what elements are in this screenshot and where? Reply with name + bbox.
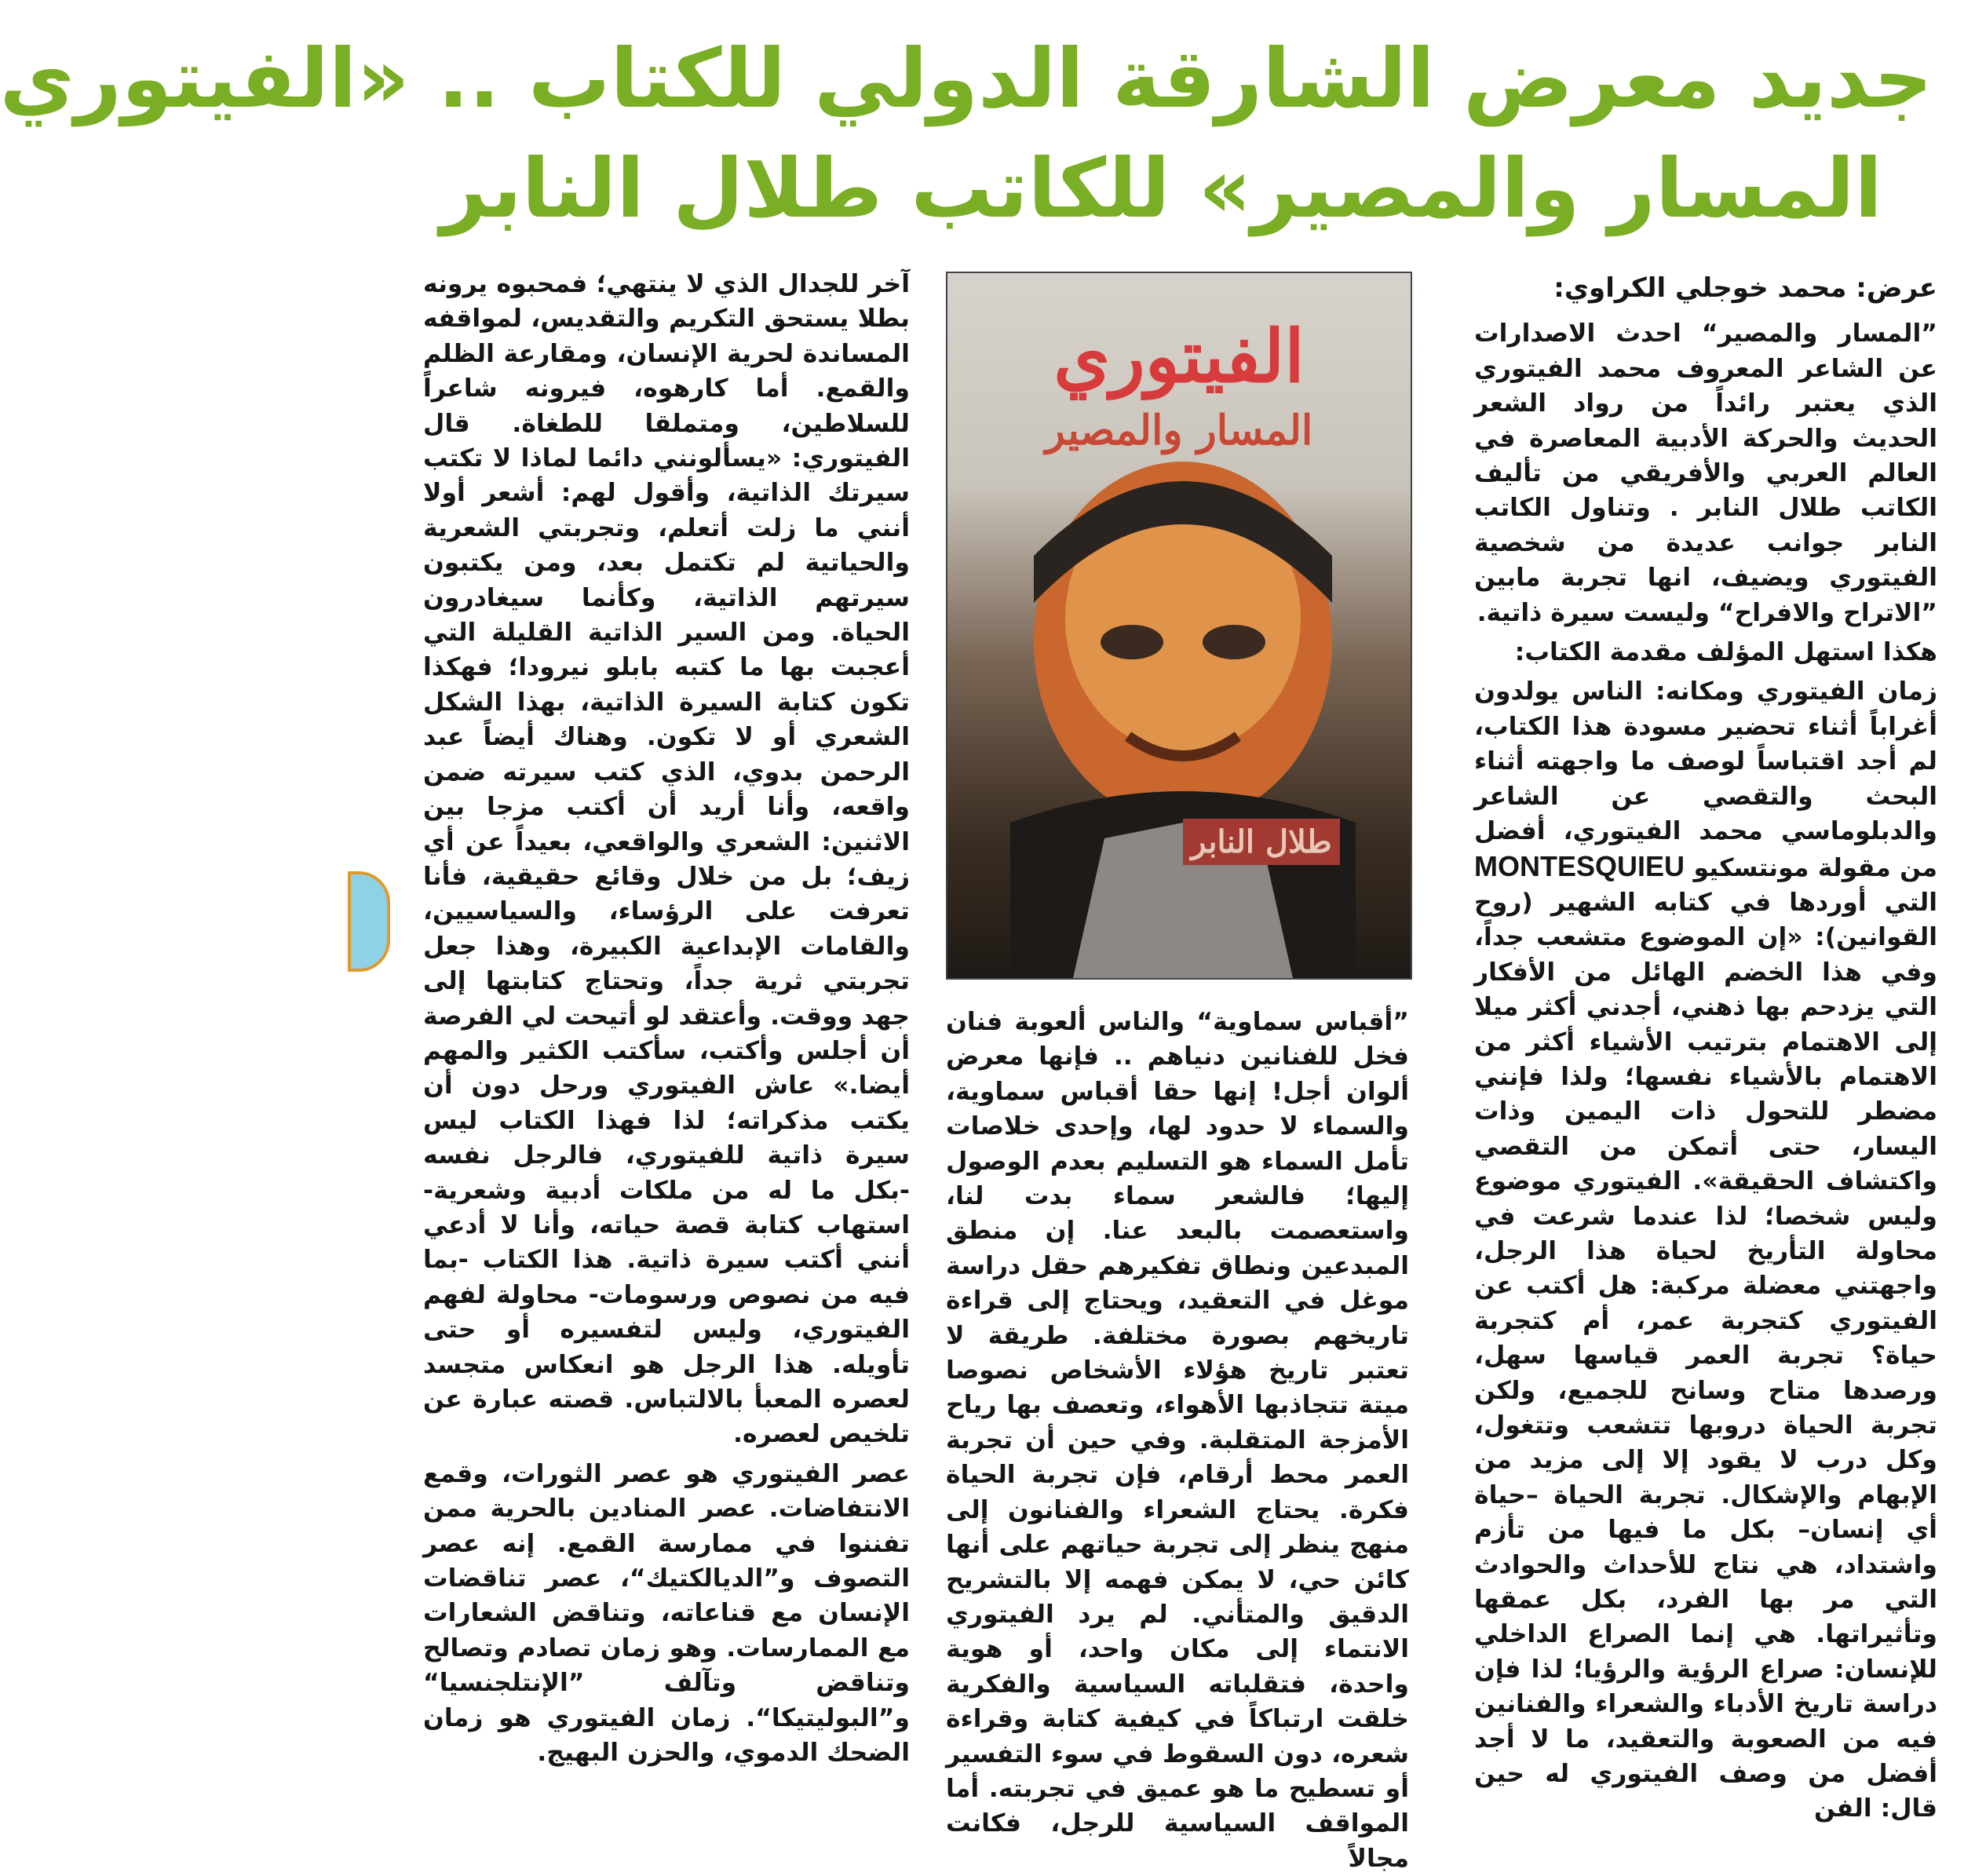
paragraph-text: التي أوردها في كتابه الشهير (روح القوانين): «إن الموضوع متشعب جداً، وفي هذا الخضم الهائل من الأفكار التي يزدحم بها ذهني، أجدني أكثر ميلا إلى الاهتمام بترتيب الأشياء أكثر من الاهتمام بالأشياء نفسها؛ ولذا فإنني مضطر للتحول ذات اليمين وذات اليسار، حتى أتمكن من التقصي واكتشاف الحقيقة». الفيتوري موضوع وليس شخصا؛ لذا عندما شرعت في محاولة التأريخ لحياة هذا الرجل، واجهتني معضلة مركبة: هل أكتب عن الفيتوري كتجربة عمر، أم كتجربة حياة؟ تجربة العمر قياسها سهل، ورصدها متاح وسانح للجميع، ولكن تجربة الحياة دروبها تتشعب وتتغول، وكل درب لا يقود إلا إلى مزيد من الإبهام والإشكال. تجربة الحياة –حياة أي إنسان– بكل ما فيها من تأزم واشتداد، هي نتاج للأحداث والحوادث التي مر بها الفرد، بكل عمقها وتأثيراتها. هي إنما الصراع الداخلي للإنسان: صراع الرؤية والرؤيا؛ لذا فإن دراسة تاريخ الأدباء والشعراء والفنانين فيه من الصعوبة والتعقيد، ما لا أجد أفضل من وصف الفيتوري له حين قال: الفن [1474,888,1937,1823]
paragraph: ”أقباس سماوية“ والناس ألعوبة فنان فخل للفنانين دنياهم .. فإنها معرض ألوان أجل! إنها حقا أقباس سماوية، والسماء لا حدود لها، وإحدى خلاصات تأمل السماء هو التسليم بعدم الوصول إليها؛ فالشعر سماء بدت لنا، واستعصمت بالبعد عنا. إن منطق المبدعين ونطاق تفكيرهم حقل دراسة موغل في التعقيد، ويحتاج إلى قراءة تاريخهم بصورة مختلفة. طريقة لا تعتبر تاريخ هؤلاء الأشخاص نصوصا ميتة تتجاذبها الأهواء، وتعصف بها رياح الأمزجة المتقلبة. وفي حين أن تجربة العمر محط أرقام، فإن تجربة الحياة فكرة. يحتاج الشعراء والفنانون إلى منهج ينظر إلى تجربة حياتهم على أنها كائن حي، لا يمكن فهمه إلا بالتشريح الدقيق والمتأني. لم يرد الفيتوري الانتماء إلى مكان واحد، أو هوية واحدة، فتقلباته السياسية والفكرية خلقت ارتباكاً في كيفية كتابة وقراءة شعره، دون السقوط في سوء التفسير أو تسطيح ما هو عميق في تجربته. أما المواقف السياسية للرجل، فكانت مجالاً [946,1008,1409,1873]
book-cover [946,272,1412,980]
cover-subtitle: المسار والمصير [1045,407,1313,454]
latin-word: MONTESQUIEU [1474,849,1685,882]
paragraph: عصر الفيتوري هو عصر الثورات، وقمع الانتفاضات. عصر المنادين بالحرية ممن تفننوا في ممارسة القمع. إنه عصر التصوف و”الديالكتيك“، عصر تناقضات الإنسان مع قناعاته، وتناقض الشعارات مع الممارسات. وهو زمان تصادم وتصالح وتناقض وتآلف ”الإنتلجنسيا“ و”البوليتيكا“. زمان الفيتوري هو زمان الضحك الدموي، والحزن البهيج. [423,1459,910,1768]
paragraph: آخر للجدال الذي لا ينتهي؛ فمحبوه يرونه بطلا يستحق التكريم والتقديس، لمواقفه المساندة لحرية الإنسان، ومقارعة الظلم والقمع. أما كارهوه، فيرونه شاعراً للسلاطين، ومتملقا للطغاة. قال الفيتوري: «يسألونني دائما لماذا لا تكتب سيرتك الذاتية، وأقول لهم: أشعر أولا أنني ما زلت أتعلم، وتجربتي الشعرية والحياتية لم تكتمل بعد، ومن يكتبون سيرتهم الذاتية، وكأنما سيغادرون الحياة. ومن السير الذاتية القليلة التي أعجبت بها ما كتبه بابلو نيرودا؛ فهكذا تكون كتابة السيرة الذاتية، بهذا الشكل الشعري أو لا تكون. وهناك أيضاً عبد الرحمن بدوي، الذي كتب سيرته ضمن واقعه، وأنا أريد أن أكتب مزجا بين الاثنين: الشعري والواقعي، بعيداً عن أي زيف؛ بل من خلال وقائع حقيقية، فأنا تعرفت على الرؤساء، والسياسيين، والقامات الإبداعية الكبيرة، وهذا جعل تجربتي ثرية جداً، وتحتاج كتابتها إلى جهد ووقت. وأعتقد لو أتيحت لي الفرصة أن أجلس وأكتب، سأكتب الكثير والمهم أيضا.» عاش الفيتوري ورحل دون أن يكتب مذكراته؛ لذا فهذا الكتاب ليس سيرة ذاتية للفيتوري، فالرجل نفسه -بكل ما له من ملكات أدبية وشعرية- استهاب كتابة قصة حياته، وأنا لا أدعي أنني أكتب سيرة ذاتية. هذا الكتاب -بما فيه من نصوص ورسومات- محاولة لفهم الفيتوري، وليس لتفسيره أو حتى تأويله. هذا الرجل هو انعكاس متجسد لعصره المعبأ بالالتباس. قصته عبارة عن تلخيص لعصره. [423,270,910,1449]
paragraph: ”المسار والمصير“ احدث الاصدارات عن الشاعر المعروف محمد الفيتوري الذي يعتبر رائداً من رواد الشعر الحديث والحركة الأدبية المعاصرة في العالم العربي والأفريقي من تأليف الكاتب طلال النابر . وتناول الكاتب النابر جوانب عديدة من شخصية الفيتوري ويضيف، انها تجربة مابين ”الاتراح والافراح“ وليست سيرة ذاتية. [1474,319,1937,627]
headline-line-1: جديد معرض الشارقة الدولي للكتاب .. «الفيتوري [0,31,1933,126]
paragraph-text: زمان الفيتوري ومكانه: الناس يولدون أغراباً أثناء تحضير مسودة هذا الكتاب، لم أجد اقتباساً لوصف ما واجهته أثناء البحث والتقصي عن الشاعر والدبلوماسي محمد الفيتوري، أفضل من مقولة مونتسكيو [1474,677,1937,882]
article-column-right [1474,271,1937,1837]
byline: عرض: محمد خوجلي الكراوي: [1553,272,1937,304]
side-tab-icon[interactable] [348,871,390,972]
article-column-middle [946,1005,1409,1873]
paragraph [1474,674,1937,1826]
paragraph: هكذا استهل المؤلف مقدمة الكتاب: [1514,638,1937,667]
cover-title: الفيتوري [1053,314,1305,399]
headline [0,24,1933,251]
article-column-left [423,267,910,1837]
cover-author: طلال النابر [1183,819,1340,865]
headline-line-2: المسار والمصير» للكاتب طلال النابر [440,141,1883,236]
